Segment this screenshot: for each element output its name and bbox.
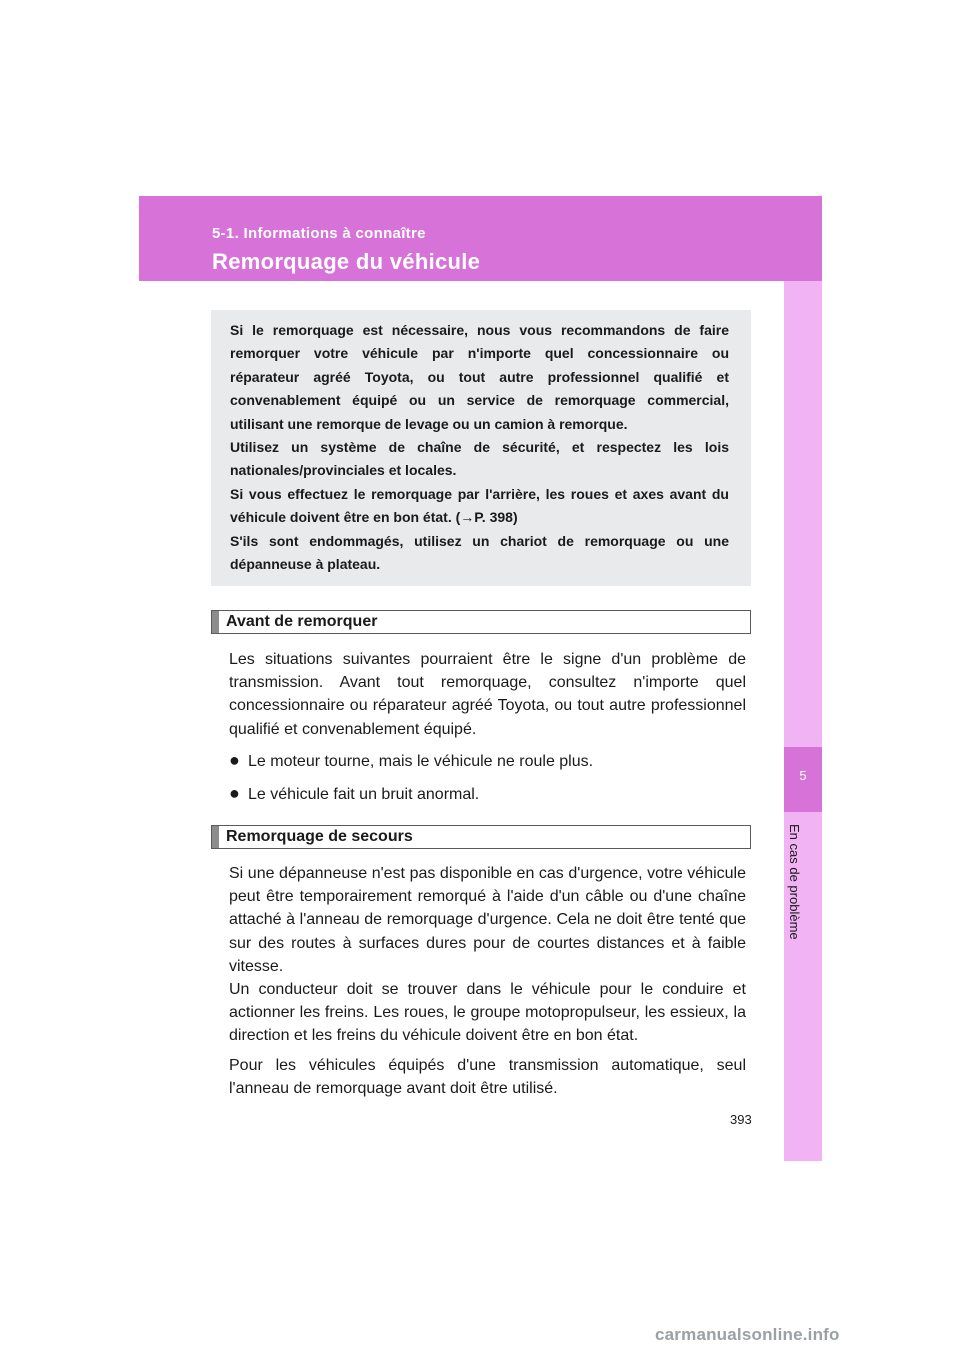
avant-intro-text: Les situations suivantes pourraient être le signe d'un problème de transmission. Avant tout remorquage, consultez n'importe quel concessionnaire ou réparateur agréé Toyota, ou tout autre professionnel qualifié et convenablement équipé. [229, 651, 746, 738]
secours-text-1a: Si une dépanneuse n'est pas disponible en cas d'urgence, votre véhicule peut être temporairement remorqué à l'aide d'un câble ou d'une chaîne attaché à l'anneau de remorquage d'urgence. Cela ne doit être tenté que sur des routes à surfaces dures pour de courtes distances et à faible vitesse. [229, 865, 746, 975]
chapter-name: En cas de problème [787, 824, 802, 940]
secours-paragraph-1 [229, 862, 746, 1048]
info-paragraph: Utilisez un système de chaîne de sécurité, et respectez les lois nationales/provinciales et locales. [230, 439, 729, 479]
info-paragraph: Si le remorquage est nécessaire, nous vous recommandons de faire remorquer votre véhicule par n'importe quel concessionnaire ou réparateur agréé Toyota, ou tout autre professionnel qualifié et convenablement équipé ou un service de remorquage commercial, utilisant une remorque de levage ou un camion à remorque. [230, 322, 729, 432]
subheader-remorquage-de-secours [211, 825, 751, 849]
bullet-text: Le moteur tourne, mais le véhicule ne roule plus. [248, 753, 594, 770]
bullet-item [229, 782, 479, 806]
subheader-bar [212, 826, 219, 848]
bullet-item [229, 749, 593, 773]
section-label: 5-1. Informations à connaître [212, 225, 426, 242]
info-box [211, 310, 751, 586]
avant-intro [229, 648, 746, 741]
chapter-side-tab [784, 281, 822, 1161]
secours-paragraph-2 [229, 1054, 746, 1100]
subheader-text: Remorquage de secours [226, 828, 413, 845]
subheader-bar [212, 611, 219, 633]
bullet-text: Le véhicule fait un bruit anormal. [248, 786, 480, 803]
info-paragraph: S'ils sont endommagés, utilisez un chariot de remorquage ou une dépanneuse à plateau. [230, 532, 729, 573]
bullet-dot: ● [229, 783, 240, 803]
chapter-number: 5 [799, 768, 807, 783]
secours-text-2: Pour les véhicules équipés d'une transmission automatique, seul l'anneau de remorquage avant doit être utilisé. [229, 1057, 746, 1098]
bullet-dot: ● [229, 750, 240, 770]
info-paragraph: Si vous effectuez le remorquage par l'arrière, les roues et axes avant du véhicule doivent être en bon état. (→P. 398) [230, 485, 729, 526]
subheader-text: Avant de remorquer [226, 613, 378, 630]
page-title: Remorquage du véhicule [212, 249, 481, 274]
secours-text-1b: Un conducteur doit se trouver dans le véhicule pour le conduire et actionner les freins. Les roues, le groupe motopropulseur, les essieux, la direction et les freins du véhicule doivent être en bon état. [229, 981, 746, 1045]
page-number: 393 [730, 1112, 752, 1127]
watermark: carmanualsonline.info [655, 1325, 840, 1344]
subheader-avant-de-remorquer [211, 610, 751, 634]
